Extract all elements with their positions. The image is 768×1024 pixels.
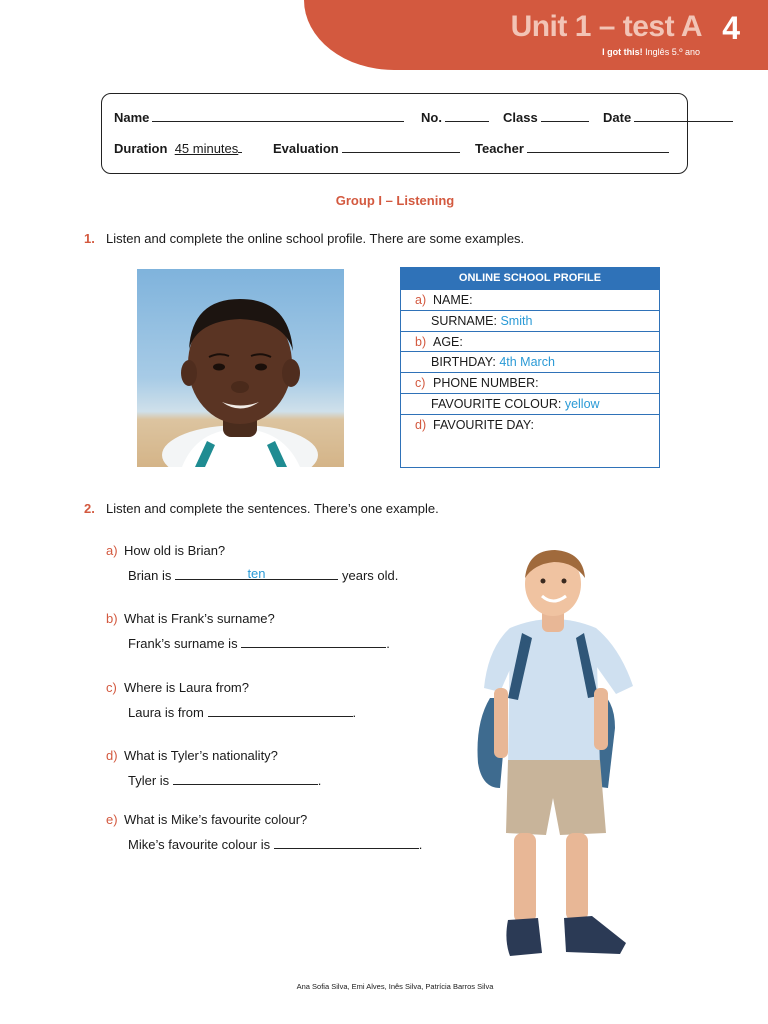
answer-blank[interactable] (241, 635, 386, 648)
question-2-number: 2. (84, 501, 95, 516)
profile-example-answer: yellow (564, 396, 600, 411)
sentence-suffix: . (317, 773, 322, 788)
answer-blank[interactable] (175, 567, 338, 580)
sentence-prefix: Frank’s surname is (128, 636, 238, 651)
unit-number: 4 (722, 10, 740, 46)
sub-question-text: What is Frank’s surname? (124, 611, 275, 626)
sentence-prefix: Brian is (128, 568, 172, 583)
profile-field-label: FAVOURITE COLOUR: (431, 396, 562, 411)
sentence-suffix: . (386, 636, 390, 651)
sub-question-letter: a) (106, 543, 118, 558)
sentence-suffix: . (418, 837, 423, 852)
profile-row (401, 372, 659, 393)
profile-row-letter: c) (415, 376, 426, 391)
sub-question-text: What is Mike’s favourite colour? (124, 812, 308, 827)
profile-field-label: BIRTHDAY: (431, 355, 496, 370)
sub-question-text: Where is Laura from? (124, 680, 249, 695)
answer-blank[interactable] (274, 836, 419, 849)
group-title: Group I – Listening (335, 193, 455, 208)
header-banner (304, 0, 768, 70)
sub-question-letter: e) (106, 812, 118, 827)
sub-question-letter: b) (106, 611, 118, 626)
book-subtitle: I got this! Inglês 5.º ano (602, 47, 700, 57)
sentence-suffix: . (352, 705, 357, 720)
sub-question-letter: d) (106, 748, 118, 763)
profile-field-label: SURNAME: (431, 313, 497, 328)
answer-blank[interactable] (208, 704, 353, 717)
evaluation-field[interactable]: Evaluation (273, 141, 460, 156)
answer-sentence (128, 635, 390, 651)
sub-question-letter: c) (106, 680, 117, 695)
question-2-text: Listen and complete the sentences. There’s one example. (106, 501, 439, 516)
answer-sentence (128, 772, 321, 788)
answer-blank[interactable] (173, 772, 318, 785)
online-school-profile-table (400, 267, 660, 468)
boy-with-backpack-photo (470, 548, 636, 960)
profile-row (401, 351, 659, 372)
sentence-prefix: Laura is from (128, 705, 204, 720)
teacher-field[interactable]: Teacher (475, 141, 669, 156)
profile-row (401, 331, 659, 352)
sentence-prefix: Tyler is (128, 773, 170, 788)
sentence-suffix: years old. (341, 568, 399, 583)
profile-heading: ONLINE SCHOOL PROFILE (401, 268, 659, 289)
profile-field-label: NAME: (433, 293, 473, 307)
profile-example-answer: Smith (500, 313, 533, 328)
profile-row (401, 414, 659, 469)
question-1-text: Listen and complete the online school profile. There are some examples. (106, 231, 525, 246)
profile-row (401, 393, 659, 414)
date-field[interactable]: Date (603, 110, 733, 125)
question-1-number: 1. (84, 231, 95, 246)
answer-sentence (128, 836, 422, 852)
footer-authors: Ana Sofia Silva, Emi Alves, Inês Silva, Patrícia Barros Silva (296, 982, 494, 991)
number-field[interactable]: No. (421, 110, 489, 125)
profile-example-answer: 4th March (499, 355, 555, 370)
profile-row (401, 310, 659, 331)
profile-field-label: FAVOURITE DAY: (433, 417, 534, 432)
profile-row-letter: d) (415, 417, 427, 432)
sub-question-text: What is Tyler’s nationality? (124, 748, 278, 763)
answer-sentence (128, 567, 398, 583)
profile-row-letter: a) (415, 293, 427, 307)
test-title: Unit 1 – test A (510, 10, 702, 43)
profile-row (401, 289, 659, 310)
profile-field-label: AGE: (433, 334, 463, 349)
class-field[interactable]: Class (503, 110, 589, 125)
duration-field: Duration 45 minutes (114, 141, 242, 156)
duration-value: 45 minutes (174, 141, 239, 156)
boy-portrait-photo (137, 269, 344, 467)
student-info-box (101, 93, 688, 174)
sub-question-text: How old is Brian? (124, 543, 226, 558)
example-answer: ten (247, 566, 266, 581)
answer-sentence (128, 704, 356, 720)
sentence-prefix: Mike’s favourite colour is (128, 837, 271, 852)
profile-field-label: PHONE NUMBER: (433, 376, 539, 391)
profile-row-letter: b) (415, 334, 427, 349)
name-field[interactable]: Name (114, 110, 404, 125)
